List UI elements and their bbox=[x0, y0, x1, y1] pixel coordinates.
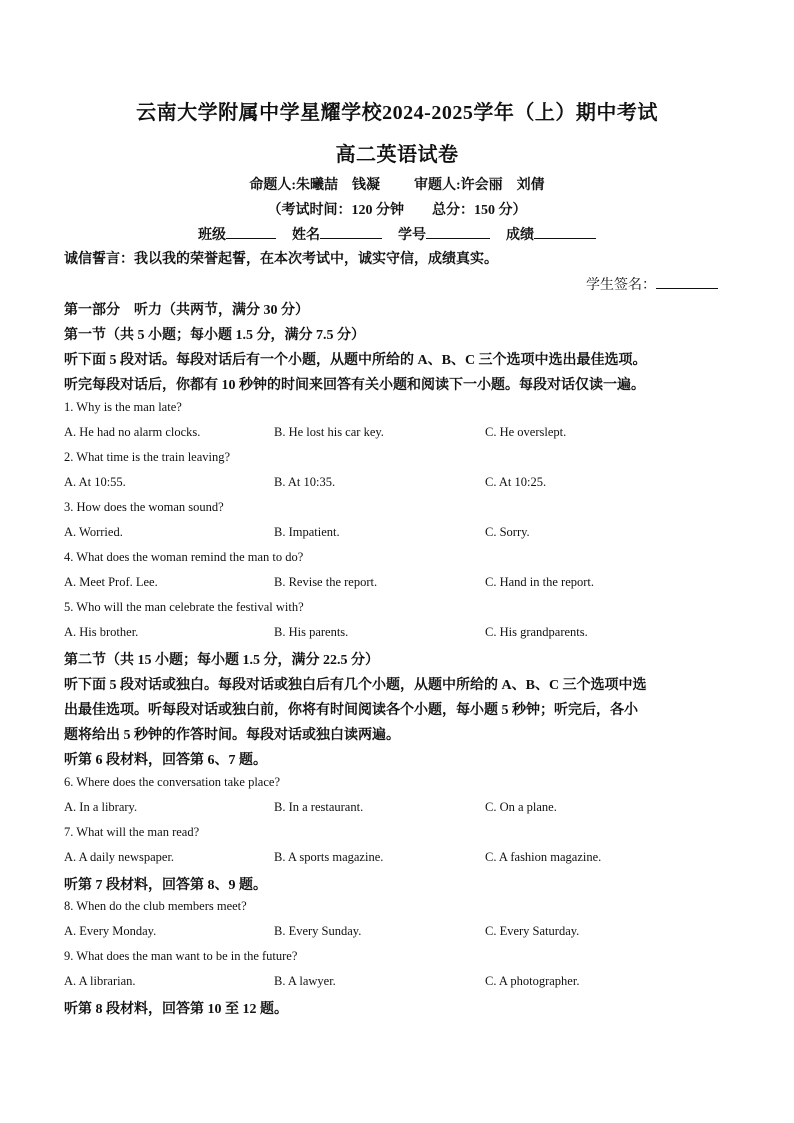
score-field[interactable] bbox=[534, 224, 596, 239]
q9-option-a: A. A librarian. bbox=[64, 974, 136, 988]
exam-info: （考试时间：120 分钟 总分：150 分） bbox=[267, 203, 527, 218]
question-2: 2. What time is the train leaving? bbox=[64, 450, 231, 464]
q9-option-c: C. A photographer. bbox=[485, 974, 580, 988]
number-label: 学号 bbox=[398, 228, 426, 243]
q7-option-c: C. A fashion magazine. bbox=[485, 850, 602, 864]
number-field[interactable] bbox=[426, 224, 490, 239]
q6-option-b: B. In a restaurant. bbox=[274, 800, 364, 814]
section1-instructions-2: 听完每段对话后，你都有 10 秒钟的时间来回答有关小题和阅读下一小题。每段对话仅读一遍。 bbox=[64, 378, 645, 393]
score-label: 成绩 bbox=[506, 228, 534, 243]
q3-option-a: A. Worried. bbox=[64, 525, 123, 539]
q7-option-b: B. A sports magazine. bbox=[274, 850, 384, 864]
authors-label: 命题人: bbox=[249, 178, 296, 193]
name-label: 姓名 bbox=[292, 228, 320, 243]
q8-option-b: B. Every Sunday. bbox=[274, 924, 362, 938]
honesty-pledge: 诚信誓言：我以我的荣誉起誓，在本次考试中，诚实守信，成绩真实。 bbox=[64, 252, 498, 267]
authors-line bbox=[0, 174, 794, 194]
section2-instructions-2: 出最佳选项。听每段对话或独白前，你将有时间阅读各个小题，每小题 5 秒钟；听完后，各小 bbox=[64, 703, 638, 718]
q7-option-a: A. A daily newspaper. bbox=[64, 850, 175, 864]
section1-instructions-1: 听下面 5 段对话。每段对话后有一个小题，从题中所给的 A、B、C 三个选项中选出最佳选项。 bbox=[64, 353, 647, 368]
exam-subtitle: 高二英语试卷 bbox=[335, 144, 459, 166]
question-6: 6. Where does the conversation take place? bbox=[64, 775, 280, 789]
q5-option-b: B. His parents. bbox=[274, 625, 349, 639]
q4-option-b: B. Revise the report. bbox=[274, 575, 378, 589]
q3-option-c: C. Sorry. bbox=[485, 525, 530, 539]
section1-title: 第一节（共 5 小题；每小题 1.5 分，满分 7.5 分） bbox=[64, 328, 365, 343]
q4-option-c: C. Hand in the report. bbox=[485, 575, 595, 589]
reviewers-label: 审题人: bbox=[414, 178, 461, 193]
signature-line bbox=[586, 274, 718, 294]
q9-option-b: B. A lawyer. bbox=[274, 974, 336, 988]
question-4: 4. What does the woman remind the man to do? bbox=[64, 550, 304, 564]
section2-instructions-3: 题将给出 5 秒钟的作答时间。每段对话或独白读两遍。 bbox=[64, 728, 400, 743]
q6-option-a: A. In a library. bbox=[64, 800, 138, 814]
q5-option-c: C. His grandparents. bbox=[485, 625, 588, 639]
part1-title: 第一部分 听力（共两节，满分 30 分） bbox=[64, 303, 309, 318]
q5-option-a: A. His brother. bbox=[64, 625, 139, 639]
q1-option-b: B. He lost his car key. bbox=[274, 425, 384, 439]
material-6-heading: 听第 6 段材料，回答第 6、7 题。 bbox=[64, 753, 267, 768]
question-9: 9. What does the man want to be in the future? bbox=[64, 949, 298, 963]
name-field[interactable] bbox=[320, 224, 382, 239]
q1-option-a: A. He had no alarm clocks. bbox=[64, 425, 201, 439]
material-8-heading: 听第 8 段材料，回答第 10 至 12 题。 bbox=[64, 1002, 288, 1017]
q2-option-a: A. At 10:55. bbox=[64, 475, 126, 489]
class-label: 班级 bbox=[198, 228, 226, 243]
q3-option-b: B. Impatient. bbox=[274, 525, 340, 539]
signature-label: 学生签名： bbox=[586, 278, 656, 293]
material-7-heading: 听第 7 段材料，回答第 8、9 题。 bbox=[64, 878, 267, 893]
section2-instructions-1: 听下面 5 段对话或独白。每段对话或独白后有几个小题，从题中所给的 A、B、C 三个选项中选 bbox=[64, 678, 647, 693]
question-1: 1. Why is the man late? bbox=[64, 400, 182, 414]
q6-option-c: C. On a plane. bbox=[485, 800, 557, 814]
section2-title: 第二节（共 15 小题；每小题 1.5 分，满分 22.5 分） bbox=[64, 653, 379, 668]
authors: 朱曦喆 钱凝 bbox=[296, 178, 380, 193]
q4-option-a: A. Meet Prof. Lee. bbox=[64, 575, 158, 589]
question-8: 8. When do the club members meet? bbox=[64, 899, 247, 913]
student-info-fields bbox=[0, 224, 794, 244]
q2-option-b: B. At 10:35. bbox=[274, 475, 336, 489]
q8-option-c: C. Every Saturday. bbox=[485, 924, 580, 938]
class-field[interactable] bbox=[226, 224, 276, 239]
question-3: 3. How does the woman sound? bbox=[64, 500, 224, 514]
q1-option-c: C. He overslept. bbox=[485, 425, 567, 439]
q2-option-c: C. At 10:25. bbox=[485, 475, 547, 489]
exam-title: 云南大学附属中学星耀学校2024-2025学年（上）期中考试 bbox=[136, 102, 658, 124]
q8-option-a: A. Every Monday. bbox=[64, 924, 157, 938]
question-7: 7. What will the man read? bbox=[64, 825, 200, 839]
reviewers: 许会丽 刘倩 bbox=[460, 178, 545, 193]
signature-field[interactable] bbox=[656, 274, 718, 289]
question-5: 5. Who will the man celebrate the festival with? bbox=[64, 600, 304, 614]
